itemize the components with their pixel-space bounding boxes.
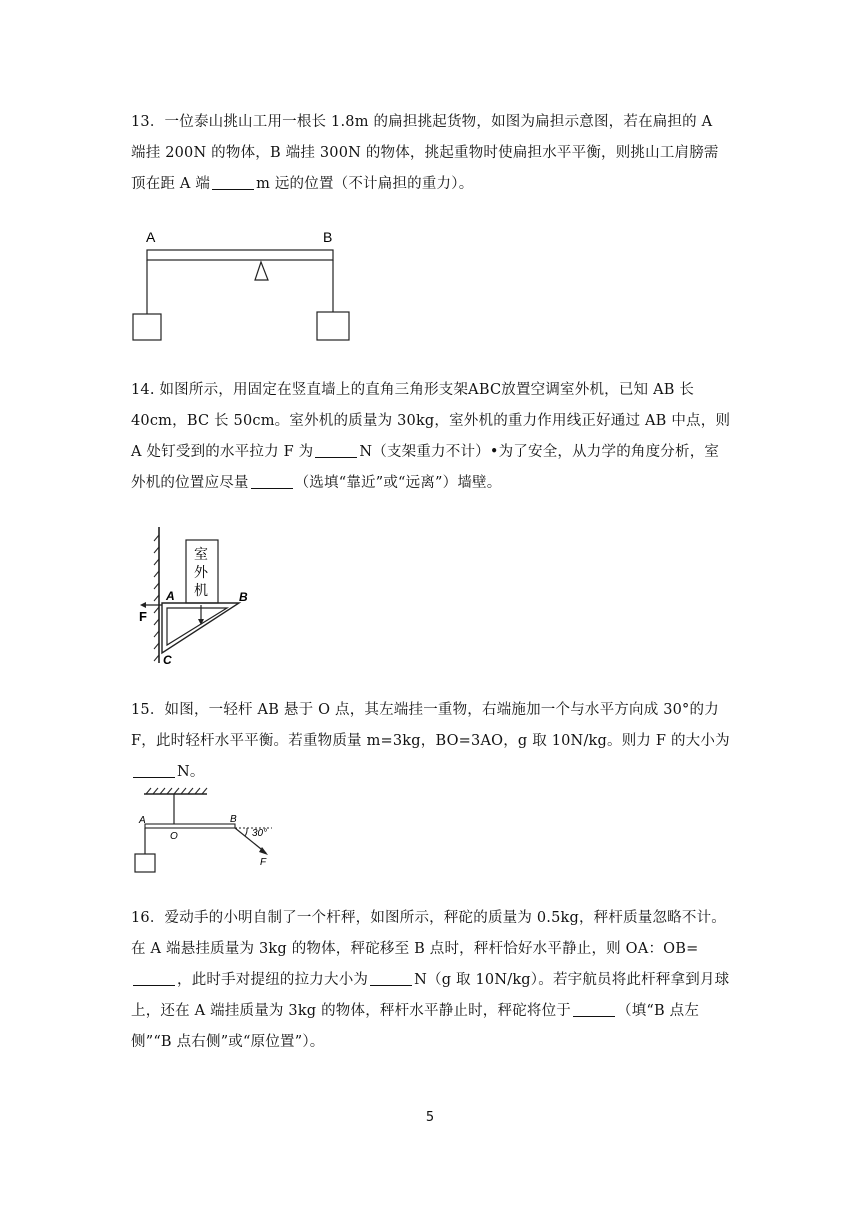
fig15-label-f: F bbox=[260, 857, 267, 868]
fig13-label-b: B bbox=[323, 229, 333, 245]
fig14-label-b: B bbox=[239, 590, 248, 604]
fig15-label-a: A bbox=[139, 815, 146, 826]
q16-text-end: （填“B 点左侧”“B 点右侧”或“原位置”）。 bbox=[131, 1003, 700, 1050]
q13-text: 13．一位泰山挑山工用一根长 1.8m 的扁担挑起货物，如图为扁担示意图，若在扁担的 A 端挂 200N 的物体，B 端挂 300N 的物体，挑起重物时使扁担水平平衡，则挑山工肩膀需顶在距 A 端 bbox=[131, 114, 719, 192]
q13-text-end: m 远的位置（不计扁担的重力）。 bbox=[256, 176, 474, 192]
question-16 bbox=[131, 903, 731, 1058]
figure-13-carrying-pole bbox=[130, 226, 360, 346]
fig15-angle-arc bbox=[245, 828, 247, 836]
question-14 bbox=[131, 375, 731, 499]
q16-blank-2[interactable] bbox=[370, 969, 412, 986]
fig13-label-a: A bbox=[146, 229, 156, 245]
q13-blank[interactable] bbox=[212, 173, 254, 190]
fig15-label-o: O bbox=[170, 831, 178, 842]
q16-text-3: N（g 取 10N/kg）。若宇航员将此杆秤拿到月球上，还在 A 端挂质量为 3kg 的物体，秤杆水平静止时，秤砣将位于 bbox=[131, 972, 730, 1019]
fig14-wall bbox=[154, 527, 159, 663]
q14-text-end: （选填“靠近”或“远离”）墙壁。 bbox=[294, 475, 502, 491]
q15-text: 15．如图，一轻杆 AB 悬于 O 点，其左端挂一重物，右端施加一个与水平方向成 30°的力 F，此时轻杆水平平衡。若重物质量 m=3kg，BO=3AO，g 取 10N/kg。则力 F 的大小为 bbox=[131, 702, 730, 749]
fig14-label-f: F bbox=[139, 609, 147, 624]
fig14-unit-char-3: 机 bbox=[194, 582, 208, 598]
q14-blank-2[interactable] bbox=[251, 472, 293, 489]
q15-text-end: N。 bbox=[177, 764, 205, 780]
q14-blank-1[interactable] bbox=[315, 441, 357, 458]
fig15-label-b: B bbox=[230, 814, 237, 825]
fig13-load-b bbox=[317, 312, 349, 340]
fig15-ceiling bbox=[144, 788, 207, 794]
q14-text: 14. 如图所示，用固定在竖直墙上的直角三角形支架ABC放置空调室外机，已知 AB 长 40cm，BC 长 50cm。室外机的质量为 30kg，室外机的重力作用线正好通过 AB 中点，则 A 处钉受到的水平拉力 F 为 bbox=[131, 382, 731, 460]
figure-14-ac-bracket bbox=[135, 525, 260, 670]
fig14-unit-char-2: 外 bbox=[194, 564, 208, 580]
fig14-force-arrowhead bbox=[140, 602, 146, 608]
q14-text-mid: N（支架重力不计）•为了安全，从力学的角度分析，室外机的位置应尽量 bbox=[131, 444, 720, 491]
q16-text-2: ，此时手对提纽的拉力大小为 bbox=[177, 972, 369, 988]
question-13 bbox=[131, 107, 731, 200]
fig13-load-a bbox=[133, 314, 161, 340]
fig14-unit-char-1: 室 bbox=[194, 546, 208, 562]
fig14-bracket-inner bbox=[167, 608, 227, 645]
page-number: 5 bbox=[425, 1110, 435, 1125]
q16-text: 16．爱动手的小明自制了一个杆秤，如图所示，秤砣的质量为 0.5kg，秤杆质量忽略不计。在 A 端悬挂质量为 3kg 的物体，秤砣移至 B 点时，秤杆恰好水平静止，则 OA：OB= bbox=[131, 910, 726, 957]
fig13-fulcrum bbox=[255, 262, 268, 280]
fig13-pole bbox=[147, 250, 333, 260]
fig14-label-a: A bbox=[166, 589, 175, 603]
fig15-load bbox=[135, 854, 155, 872]
figure-15-lever bbox=[134, 783, 284, 875]
fig15-angle-label: 30° bbox=[252, 828, 268, 839]
q15-blank[interactable] bbox=[133, 761, 175, 778]
fig14-label-c: C bbox=[163, 653, 172, 667]
q16-blank-3[interactable] bbox=[573, 1000, 615, 1017]
question-15 bbox=[131, 695, 731, 788]
fig14-gravity-arrowhead bbox=[198, 619, 204, 625]
fig15-rod bbox=[145, 824, 235, 828]
q16-blank-1[interactable] bbox=[133, 969, 175, 986]
